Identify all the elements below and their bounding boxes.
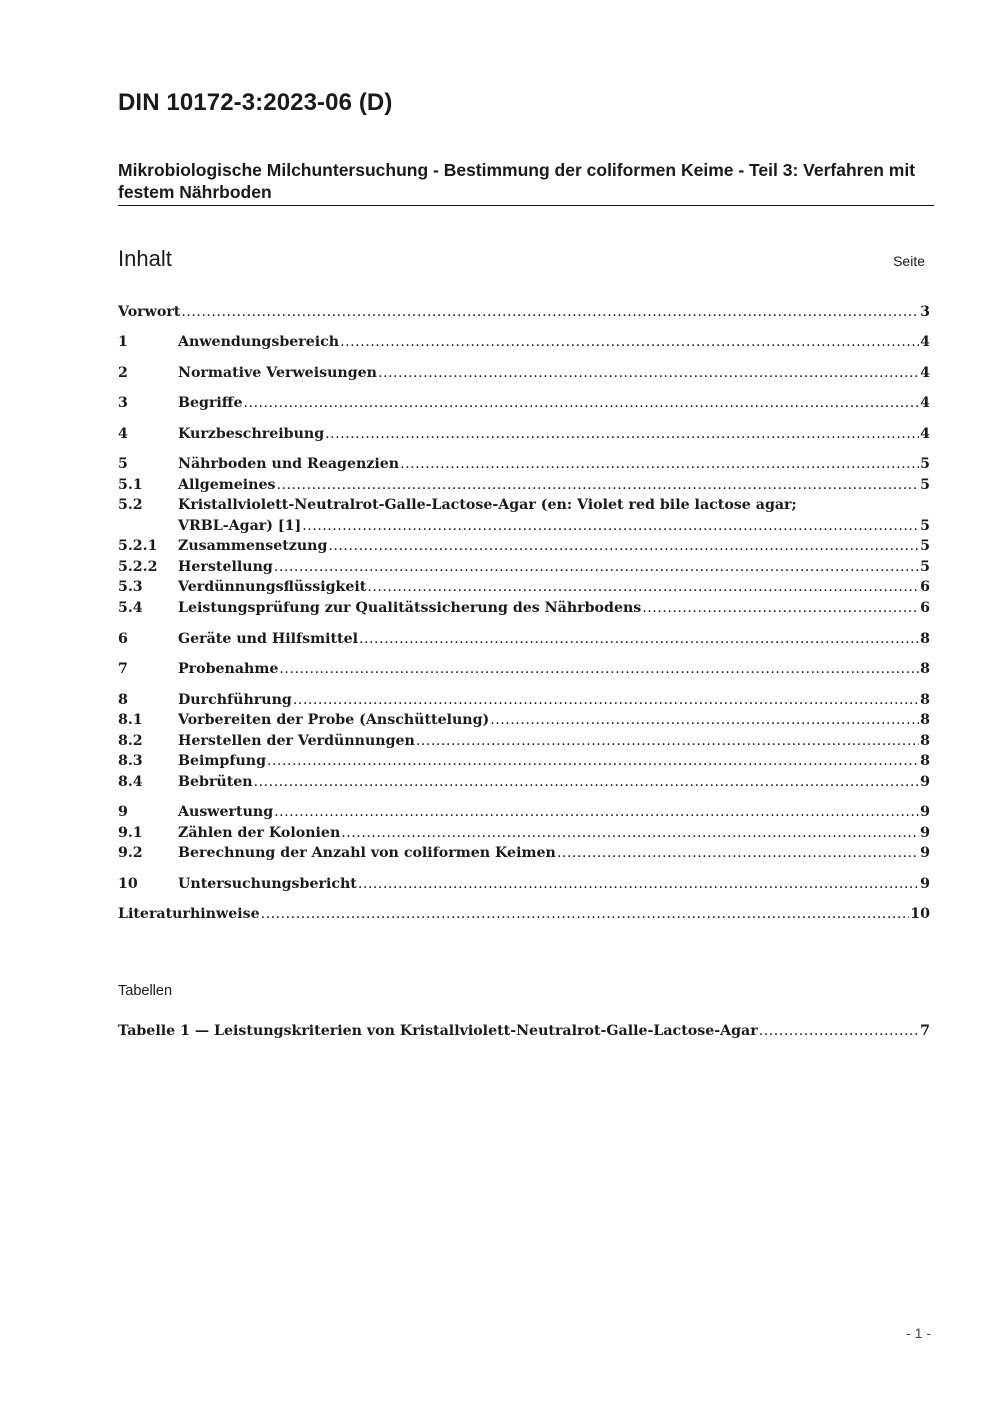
toc-leader [274,557,919,577]
toc-number: 9 [118,804,128,820]
toc-leader [341,823,919,843]
toc-page: 4 [920,426,930,442]
document-title: DIN 10172-3:2023-06 (D) [118,89,393,116]
toc-number: 3 [118,395,128,411]
toc-leader [181,302,919,322]
toc-title: Berechnung der Anzahl von coliformen Keimen [178,845,556,861]
toc-number: 6 [118,631,128,647]
toc-entry-8-4[interactable] [118,772,930,792]
toc-leader [642,598,919,618]
toc-page: 9 [920,804,930,820]
toc-entry-5-1[interactable] [118,475,930,495]
toc-page: 8 [920,733,930,749]
toc-leader [254,772,920,792]
toc-page: 8 [920,712,930,728]
toc-page: 4 [920,395,930,411]
contents-heading: Inhalt [118,246,172,271]
toc-page: 8 [920,692,930,708]
toc-title: Geräte und Hilfsmittel [178,631,359,647]
toc-page: 6 [920,600,930,616]
toc-page: 5 [920,518,930,534]
toc-number: 2 [118,365,128,381]
toc-entry-10[interactable] [118,874,930,894]
toc-number: 9.2 [118,845,143,861]
toc-leader [557,843,919,863]
toc-leader [279,659,919,679]
footer-page-number: - 1 - [906,1325,931,1341]
toc-entry-5-2-continued[interactable] [118,516,930,536]
toc-page: 9 [920,876,930,892]
toc-page: 5 [920,456,930,472]
table-entry-title: Tabelle 1 — Leistungskriterien von Kristallviolett-Neutralrot-Galle-Lactose-Agar [118,1023,758,1039]
title-divider [118,205,934,206]
toc-entry-6[interactable] [118,629,930,649]
toc-leader [274,802,919,822]
toc-entry-literaturhinweise[interactable] [118,904,930,924]
toc-leader [367,577,919,597]
toc-number: 5 [118,456,128,472]
toc-page: 5 [920,477,930,493]
toc-leader [416,731,919,751]
toc-entry-5-2-1[interactable] [118,536,930,556]
toc-title: Kurzbeschreibung [178,426,325,442]
toc-title: Allgemeines [178,477,276,493]
toc-title: Vorwort [118,304,181,320]
toc-leader [400,454,919,474]
toc-number: 5.4 [118,600,143,616]
toc-entry-3[interactable] [118,393,930,413]
toc-page: 8 [920,661,930,677]
toc-page: 5 [920,538,930,554]
toc-number: 4 [118,426,128,442]
toc-entry-5-2-2[interactable] [118,557,930,577]
toc-leader [267,751,919,771]
toc-title: Herstellung [178,559,273,575]
toc-number: 5.2 [118,497,143,513]
toc-title: Anwendungsbereich [178,334,340,350]
toc-page: 4 [920,365,930,381]
toc-leader [340,332,919,352]
toc-title: Verdünnungsflüssigkeit [178,579,367,595]
toc-number: 5.2.1 [118,538,158,554]
toc-title: Auswertung [178,804,274,820]
toc-entry-8-2[interactable] [118,731,930,751]
toc-title: Begriffe [178,395,243,411]
toc-page: 6 [920,579,930,595]
toc-leader [359,629,919,649]
toc-leader [378,363,919,383]
toc-entry-vorwort[interactable] [118,302,930,322]
toc-title: Herstellen der Verdünnungen [178,733,415,749]
toc-entry-9-2[interactable] [118,843,930,863]
toc-leader [490,710,919,730]
toc-title: Leistungsprüfung zur Qualitätssicherung des Nährbodens [178,600,642,616]
toc-title: Zusammensetzung [178,538,328,554]
toc-entry-5-2[interactable] [118,495,930,515]
toc-title: Untersuchungsbericht [178,876,357,892]
toc-title: Literaturhinweise [118,906,260,922]
toc-leader [358,874,919,894]
toc-leader [261,904,910,924]
toc-entry-5-3[interactable] [118,577,930,597]
toc-page: 4 [920,334,930,350]
toc-leader [302,516,919,536]
toc-title: Vorbereiten der Probe (Anschüttelung) [178,712,490,728]
toc-entry-2[interactable] [118,363,930,383]
toc-title: Zählen der Kolonien [178,825,341,841]
toc-page: 8 [920,753,930,769]
toc-leader [325,424,919,444]
toc-entry-9[interactable] [118,802,930,822]
toc-title-continued: VRBL-Agar) [1] [178,518,302,534]
toc-leader [759,1021,919,1041]
toc-number: 10 [118,876,138,892]
tables-heading: Tabellen [118,983,173,999]
toc-number: 8.4 [118,774,143,790]
toc-number: 7 [118,661,128,677]
toc-entry-5-4[interactable] [118,598,930,618]
toc-page: 10 [910,906,930,922]
toc-entry-1[interactable] [118,332,930,352]
toc-number: 8.1 [118,712,143,728]
toc-title: Kristallviolett-Neutralrot-Galle-Lactose-Agar (en: Violet red bile lactose agar; [178,497,797,513]
toc-entry-9-1[interactable] [118,823,930,843]
toc-title: Bebrüten [178,774,253,790]
toc-number: 8.3 [118,753,143,769]
toc-leader [277,475,920,495]
toc-page: 8 [920,631,930,647]
toc-leader [243,393,919,413]
toc-title: Probenahme [178,661,279,677]
toc-number: 8 [118,692,128,708]
toc-leader [328,536,919,556]
toc-leader [293,690,919,710]
toc-entry-4[interactable] [118,424,930,444]
page-column-label: Seite [893,253,925,269]
toc-number: 8.2 [118,733,143,749]
toc-entry-8-1[interactable] [118,710,930,730]
toc-entry-5[interactable] [118,454,930,474]
document-subtitle: Mikrobiologische Milchuntersuchung - Bestimmung der coliformen Keime - Teil 3: Verfahren mit festem Nährboden [118,160,916,202]
toc-title: Normative Verweisungen [178,365,377,381]
toc-title: Durchführung [178,692,292,708]
toc-number: 1 [118,334,128,350]
toc-number: 9.1 [118,825,143,841]
toc-number: 5.3 [118,579,143,595]
table-entry-1[interactable] [118,1021,930,1041]
toc-title: Beimpfung [178,753,266,769]
toc-page: 5 [920,559,930,575]
toc-page: 7 [920,1023,930,1039]
toc-page: 9 [920,825,930,841]
toc-title: Nährboden und Reagenzien [178,456,400,472]
toc-entry-8-3[interactable] [118,751,930,771]
toc-entry-7[interactable] [118,659,930,679]
toc-page: 3 [920,304,930,320]
toc-page: 9 [920,774,930,790]
toc-page: 9 [920,845,930,861]
toc-number: 5.1 [118,477,143,493]
toc-entry-8[interactable] [118,690,930,710]
toc-number: 5.2.2 [118,559,158,575]
